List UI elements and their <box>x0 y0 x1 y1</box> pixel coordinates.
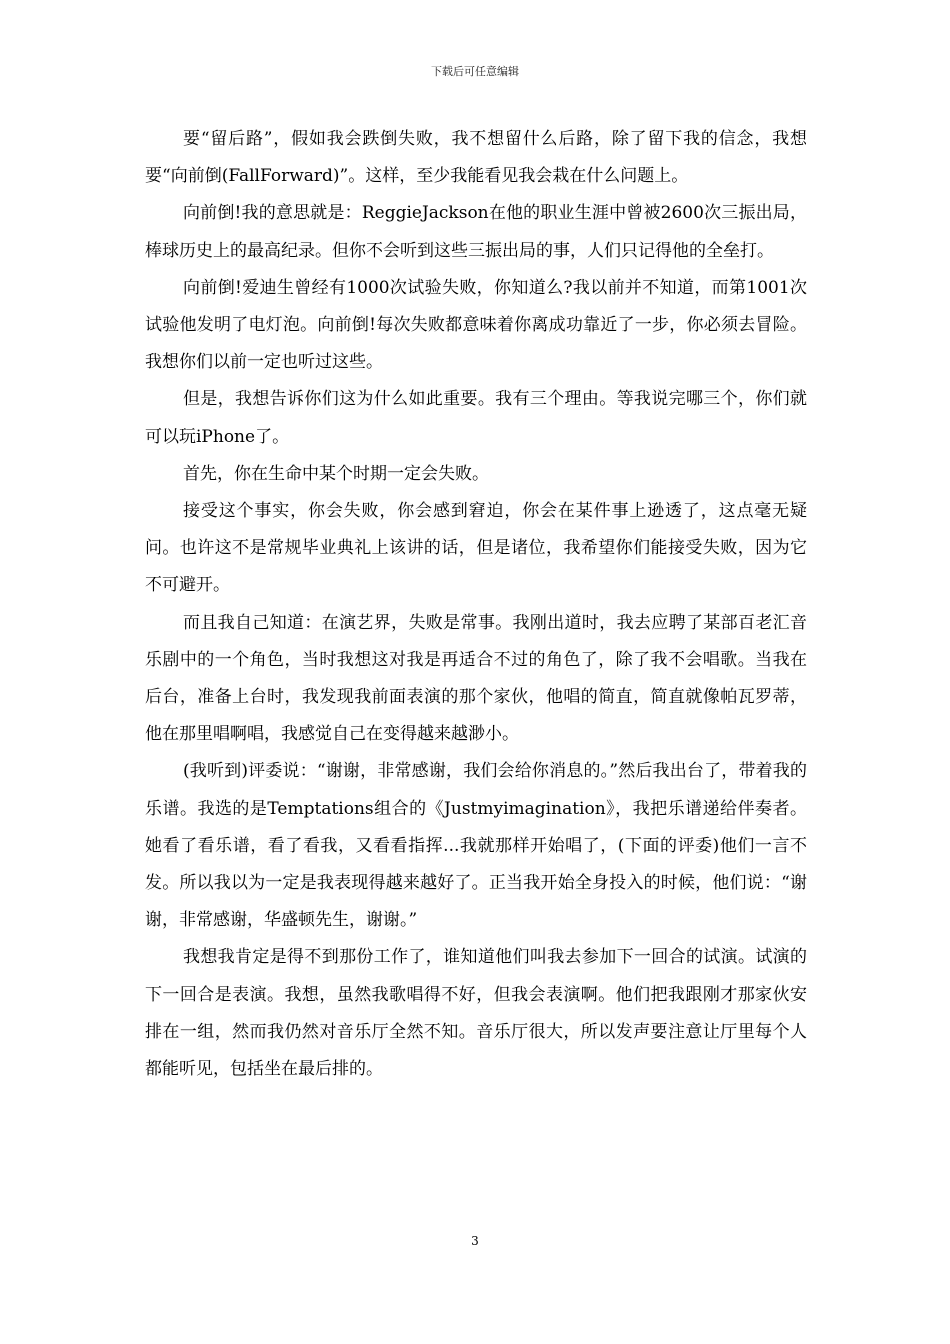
paragraph-1: 要“留后路”，假如我会跌倒失败，我不想留什么后路，除了留下我的信念，我想要“向前倒(FallForward)”。这样，至少我能看见我会栽在什么问题上。 <box>145 129 807 187</box>
paragraph-7: 而且我自己知道：在演艺界，失败是常事。我刚出道时，我去应聘了某部百老汇音乐剧中的一个角色，当时我想这对我是再适合不过的角色了，除了我不会唱歌。当我在后台，准备上台时，我发现我前面表演的那个家伙，他唱的简直，简直就像帕瓦罗蒂，他在那里唱啊唱，我感觉自己在变得越来越渺小。 <box>145 612 807 745</box>
paragraph-3: 向前倒!爱迪生曾经有1000次试验失败，你知道么?我以前并不知道，而第1001次试验他发明了电灯泡。向前倒!每次失败都意味着你离成功靠近了一步，你必须去冒险。我想你们以前一定也听过这些。 <box>145 277 807 373</box>
paragraph-5: 首先，你在生命中某个时期一定会失败。 <box>183 463 489 484</box>
page-header: 下载后可任意编辑 <box>431 65 519 78</box>
page-number: 3 <box>471 1234 479 1248</box>
paragraph-8: (我听到)评委说：“谢谢，非常感谢，我们会给你消息的。”然后我出台了，带着我的乐谱。我选的是Temptations组合的《Justmyimagination》，我把乐谱递给伴奏者。她看了看乐谱，看了看我，又看看指挥...我就那样开始唱了，(下面的评委)他们一言不发。所以我以为一定是我表现得越来越好了。正当我开始全身投入的时候，他们说：“谢谢，非常感谢，华盛顿先生，谢谢。” <box>145 761 807 931</box>
paragraph-4: 但是，我想告诉你们这为什么如此重要。我有三个理由。等我说完哪三个，你们就可以玩iPhone了。 <box>145 389 807 447</box>
paragraph-6: 接受这个事实，你会失败，你会感到窘迫，你会在某件事上逊透了，这点毫无疑问。也许这不是常规毕业典礼上该讲的话，但是诸位，我希望你们能接受失败，因为它不可避开。 <box>145 501 807 596</box>
paragraph-9: 我想我肯定是得不到那份工作了，谁知道他们叫我去参加下一回合的试演。试演的下一回合是表演。我想，虽然我歌唱得不好，但我会表演啊。他们把我跟刚才那家伙安排在一组，然而我仍然对音乐厅全然不知。音乐厅很大，所以发声要注意让厅里每个人都能听见，包括坐在最后排的。 <box>145 947 807 1080</box>
document-body <box>145 121 807 1088</box>
paragraph-2: 向前倒!我的意思就是：ReggieJackson在他的职业生涯中曾被2600次三振出局，棒球历史上的最高纪录。但你不会听到这些三振出局的事，人们只记得他的全垒打。 <box>145 203 807 261</box>
